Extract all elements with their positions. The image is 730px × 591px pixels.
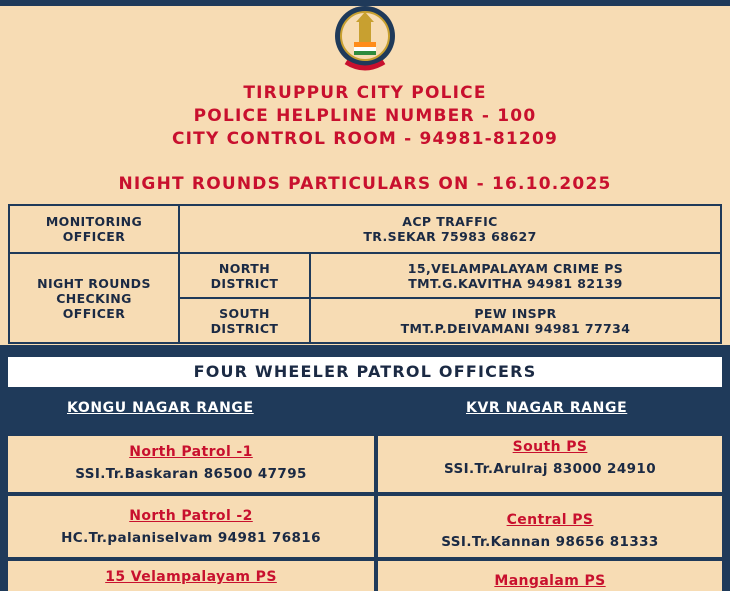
patrol-title: Central PS: [506, 512, 594, 528]
patrol-officer: SSI.Tr.Baskaran 86500 47795: [75, 466, 307, 482]
north-value-1: 15,VELAMPALAYAM CRIME PS: [407, 260, 624, 276]
patrol-cell-left-2: [8, 496, 374, 557]
patrol-cell-right-2: [378, 496, 722, 557]
monitoring-label: [9, 205, 179, 253]
monitoring-label-1: MONITORING: [45, 214, 143, 229]
north-row: [9, 253, 721, 298]
monitoring-label-2: OFFICER: [62, 229, 126, 244]
police-emblem-icon: [332, 4, 398, 72]
north-label-2: DISTRICT: [210, 275, 279, 291]
patrol-title: North Patrol -2: [129, 508, 253, 524]
kongu-nagar-range-heading: KONGU NAGAR RANGE: [67, 400, 254, 416]
four-wheeler-title: FOUR WHEELER PATROL OFFICERS: [8, 357, 722, 387]
south-district-value: [310, 298, 721, 343]
north-value-2: TMT.G.KAVITHA 94981 82139: [408, 275, 623, 291]
patrol-officer: SSI.Tr.Kannan 98656 81333: [441, 534, 659, 550]
title-city-police: TIRUPPUR CITY POLICE: [243, 83, 487, 103]
patrol-cell-left-1: [8, 436, 374, 492]
monitoring-value-2: TR.SEKAR 75983 68627: [363, 229, 537, 244]
south-label-2: DISTRICT: [210, 320, 279, 336]
patrol-cell-right-3: [378, 561, 722, 591]
patrol-title: South PS: [512, 439, 588, 455]
north-district-value: [310, 253, 721, 298]
patrol-cell-right-1: [378, 436, 722, 492]
patrol-cell-left-3: [8, 561, 374, 591]
night-rounds-date: NIGHT ROUNDS PARTICULARS ON - 16.10.2025: [118, 174, 612, 194]
north-label-1: NORTH: [218, 260, 271, 276]
south-label-1: SOUTH: [219, 305, 270, 321]
monitoring-value-1: ACP TRAFFIC: [402, 214, 498, 229]
checking-label-1: NIGHT ROUNDS: [37, 275, 151, 291]
patrol-title: North Patrol -1: [129, 444, 253, 460]
helpline-number: POLICE HELPLINE NUMBER - 100: [193, 106, 537, 126]
checking-label-3: OFFICER: [62, 305, 126, 321]
patrol-officer: HC.Tr.palaniselvam 94981 76816: [61, 530, 321, 546]
south-value-1: PEW INSPR: [474, 305, 557, 321]
checking-label-2: CHECKING: [56, 290, 132, 306]
patrol-title: Mangalam PS: [494, 573, 606, 589]
monitoring-row: [9, 205, 721, 253]
patrol-officer: SSI.Tr.Arulraj 83000 24910: [443, 461, 657, 477]
kvr-nagar-range-heading: KVR NAGAR RANGE: [466, 400, 628, 416]
south-value-2: TMT.P.DEIVAMANI 94981 77734: [400, 320, 631, 336]
north-district-label: [179, 253, 310, 298]
patrol-title: 15 Velampalayam PS: [105, 569, 277, 585]
night-rounds-table: [8, 204, 722, 344]
checking-label: [9, 253, 179, 343]
control-room-number: CITY CONTROL ROOM - 94981-81209: [171, 129, 558, 149]
south-district-label: [179, 298, 310, 343]
monitoring-value: [179, 205, 721, 253]
